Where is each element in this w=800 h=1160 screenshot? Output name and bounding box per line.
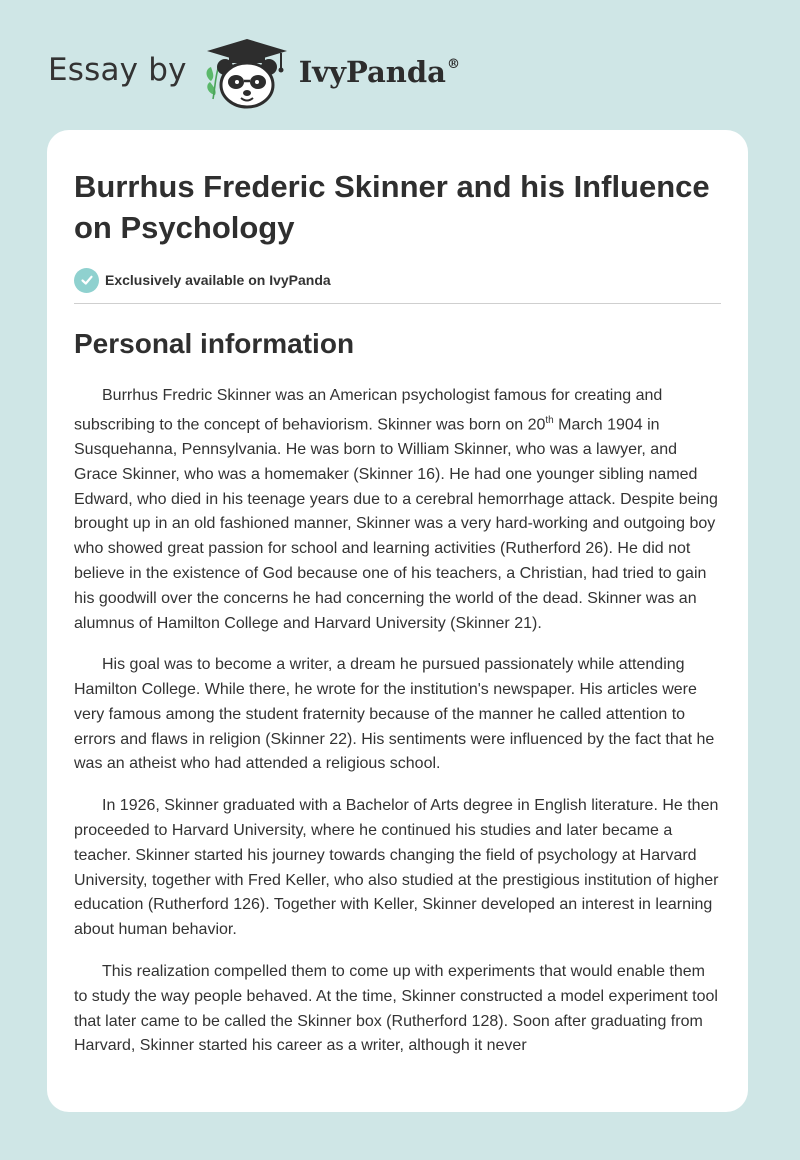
essay-title: Burrhus Frederic Skinner and his Influence on Psychology [74, 169, 710, 245]
section-heading: Personal information [74, 328, 355, 359]
paragraph: Burrhus Fredric Skinner was an American psychologist famous for creating and subscribing to the concept of behaviorism. Skinner was born on 20th March 1904 in Susquehanna, Pennsylvania. He was born to William Skinner, who was a lawyer, and Grace Skinner, who was a homemaker (Skinner 16). He had one younger sibling named Edward, who died in his teenage years due to a cerebral hemorrhage attack. Despite being brought up in an old fashioned manner, Skinner was a very hard-working and outgoing boy who showed great passion for school and learning activities (Rutherford 26). He did not believe in the existence of God because one of his teachers, a Christian, had tried to gain his goodwill over the concerns he had concerning the world of the dead. Skinner was an alumnus of Hamilton College and Harvard University (Skinner 21). [74, 387, 718, 632]
brand-name[interactable]: IvyPanda® [298, 55, 460, 89]
exclusive-badge [74, 267, 721, 293]
paragraph: In 1926, Skinner graduated with a Bachelor of Arts degree in English literature. He then proceeded to Harvard University, where he continued his studies and later became a teacher. Skinner started his journey towards changing the field of psychology at Harvard University, together with Fred Keller, who also studied at the prestigious institution of higher education (Rutherford 126). Together with Keller, Skinner developed an interest in learning about human behavior. [74, 797, 719, 939]
site-header [48, 38, 460, 108]
paragraph: His goal was to become a writer, a dream he pursued passionately while attending Hamilton College. While there, he wrote for the institution's newspaper. His articles were very famous among the student fraternity because of the manner he called attention to errors and flaws in religion (Skinner 22). His sentiments were influenced by the fact that he was an atheist who had attended a religious school. [74, 656, 715, 773]
exclusive-badge-text: Exclusively available on IvyPanda [105, 272, 331, 288]
check-icon [74, 268, 99, 293]
registered-mark: ® [446, 57, 460, 72]
title-divider [74, 303, 721, 304]
paragraph: This realization compelled them to come up with experiments that would enable them to study the way people behaved. At the time, Skinner constructed a model experiment tool that later came to be called the Skinner box (Rutherford 128). Soon after graduating from Harvard, Skinner started his career as a writer, although it never [74, 963, 718, 1055]
panda-logo-icon[interactable] [201, 37, 293, 109]
essay-card [47, 130, 748, 1112]
essay-by-label: Essay by [48, 52, 187, 88]
article-body [74, 384, 721, 1059]
